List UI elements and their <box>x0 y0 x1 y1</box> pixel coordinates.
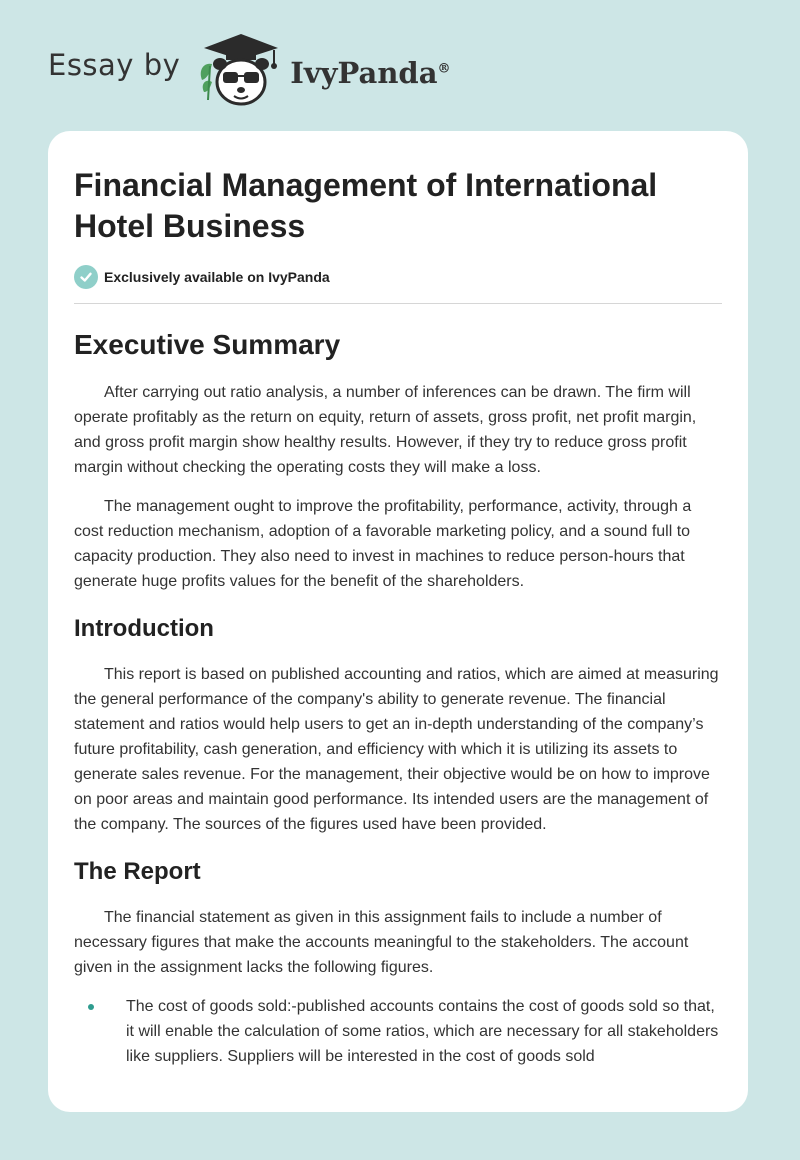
bullet-dot <box>88 1004 94 1010</box>
checkmark-icon <box>74 265 98 289</box>
paragraph: The management ought to improve the profitability, performance, activity, through a cost reduction mechanism, adoption of a favorable marketing policy, and a sound full to capacity production. They also need to invest in machines to reduce person-hours that generate huge profits values for the benefit of the shareholders. <box>74 498 692 590</box>
section-heading-introduction: Introduction <box>74 615 214 642</box>
bullet-list <box>74 994 722 1069</box>
brand-prefix: Essay by <box>48 48 181 82</box>
panda-logo-icon <box>196 30 286 110</box>
section-heading-executive-summary: Executive Summary <box>74 329 341 360</box>
list-item-text: The cost of goods sold:-published accounts contains the cost of goods sold so that, it will enable the calculation of some ratios, which are necessary for all stakeholders like suppliers. Suppliers will be interested in the cost of goods sold <box>126 998 719 1065</box>
paragraph: This report is based on published accounting and ratios, which are aimed at measuring the general performance of the company's ability to generate revenue. The financial statement and ratios would help users to get an in-depth understanding of the company’s future profitability, cash generation, and efficiency with which it is utilizing its assets to generate sales revenue. For the management, their objective would be on how to improve on poor areas and maintain good performance. Its intended users are the management of the company. The sources of the figures used have been provided. <box>74 666 719 833</box>
paragraph: After carrying out ratio analysis, a number of inferences can be drawn. The firm will operate profitably as the return on equity, return of assets, gross profit, net profit margin, and gross profit margin show healthy results. However, if they try to reduce gross profit margin without checking the operating costs they will make a loss. <box>74 384 697 476</box>
article-title: Financial Management of International Hotel Business <box>74 167 658 244</box>
exclusive-text: Exclusively available on IvyPanda <box>104 269 330 285</box>
brand-name: IvyPanda® <box>290 56 451 90</box>
exclusive-badge <box>74 265 722 289</box>
paragraph: The financial statement as given in this assignment fails to include a number of necessary figures that make the accounts meaningful to the stakeholders. The account given in the assignment lacks the following figures. <box>74 909 689 976</box>
list-item <box>74 994 722 1069</box>
brand-header <box>48 30 451 110</box>
section-heading-the-report: The Report <box>74 858 201 885</box>
divider <box>74 303 722 304</box>
article-card <box>48 131 748 1112</box>
